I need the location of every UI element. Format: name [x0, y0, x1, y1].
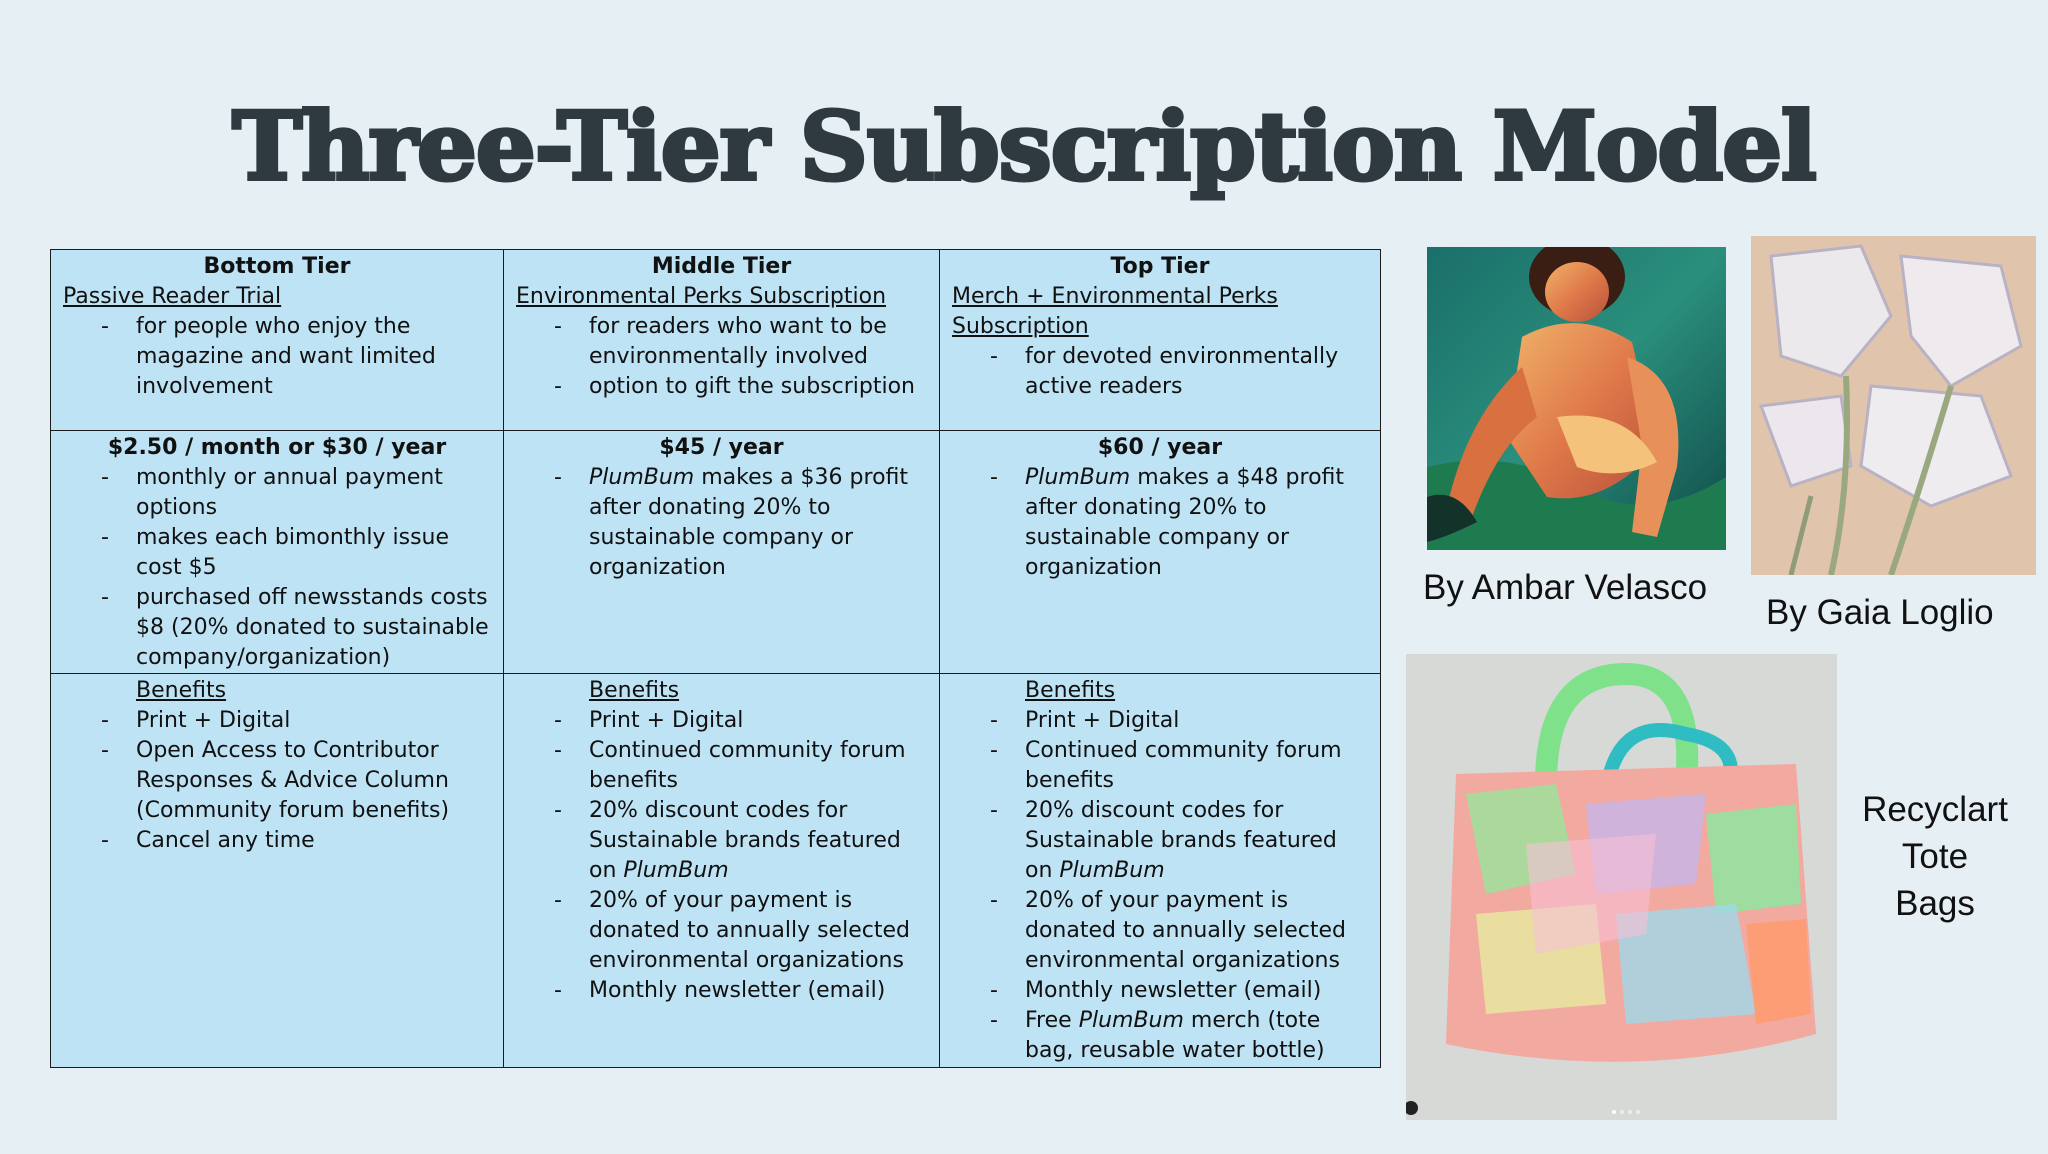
brand-name: PlumBum	[1025, 465, 1131, 490]
brand-name: PlumBum	[1078, 1008, 1184, 1033]
list-item: - for people who enjoy the magazine and want limited involvement	[63, 312, 491, 402]
list-item: - Print + Digital	[952, 706, 1368, 736]
list-item: - 20% of your payment is donated to annually selected environmental organizations	[952, 886, 1368, 976]
list-item: - makes each bimonthly issue cost $5	[63, 523, 491, 583]
price: $2.50 / month or $30 / year	[107, 435, 447, 460]
brand-name: PlumBum	[589, 465, 695, 490]
painting-image	[1427, 247, 1726, 550]
list-item: - Open Access to Contributor Responses & Advice Column (Community forum benefits)	[63, 736, 491, 826]
list-item: - Cancel any time	[63, 826, 491, 856]
benefits-list	[63, 706, 491, 856]
price: $45 / year	[659, 435, 784, 460]
table-row	[51, 431, 1381, 674]
benefit-text: Free	[1025, 1008, 1079, 1033]
benefits-label: Benefits	[1025, 678, 1116, 703]
list-item: - option to gift the subscription	[516, 372, 927, 402]
list-item: - for devoted environmentally active readers	[952, 342, 1368, 402]
table-row	[51, 250, 1381, 431]
list-item: - purchased off newsstands costs $8 (20% donated to sustainable company/organization)	[63, 583, 491, 673]
plan-name: Passive Reader Trial	[63, 284, 282, 309]
slide-title: Three-Tier Subscription Model	[232, 92, 1816, 202]
list-item: - Continued community forum benefits	[952, 736, 1368, 796]
list-item: - for readers who want to be environmentally involved	[516, 312, 927, 372]
audience-list	[952, 342, 1368, 402]
bottom-tier-benefits-cell	[51, 674, 504, 1068]
list-item: - Monthly newsletter (email)	[952, 976, 1368, 1006]
plan-name: Merch + Environmental Perks Subscription	[952, 284, 1278, 339]
tote-bag-image	[1406, 654, 1837, 1120]
price-notes	[63, 463, 491, 673]
tier-name: Middle Tier	[651, 254, 792, 279]
artwork-gaia-loglio	[1751, 236, 2036, 575]
tier-name: Bottom Tier	[203, 254, 351, 279]
benefits-label: Benefits	[136, 678, 227, 703]
benefit-text: 20% discount codes for Sustainable brands featured on	[589, 798, 901, 883]
note-text: makes a $48 profit after donating 20% to sustainable company or organization	[1025, 465, 1345, 580]
benefit-text: 20% discount codes for Sustainable brands featured on	[1025, 798, 1337, 883]
middle-tier-price-cell	[504, 431, 940, 674]
middle-tier-benefits-cell	[504, 674, 940, 1068]
caption-ambar-velasco: By Ambar Velasco	[1423, 568, 1708, 607]
tier-table	[50, 249, 1381, 1068]
bottom-tier-header-cell	[51, 250, 504, 431]
caption-tote-bags: Recyclart Tote Bags	[1862, 790, 2008, 923]
top-tier-price-cell	[940, 431, 1381, 674]
list-item: - Monthly newsletter (email)	[516, 976, 927, 1006]
list-item: - monthly or annual payment options	[63, 463, 491, 523]
tote-bag-photo	[1406, 654, 1837, 1120]
botanical-image	[1751, 236, 2036, 575]
note-text: makes a $36 profit after donating 20% to sustainable company or organization	[589, 465, 909, 580]
brand-name: PlumBum	[1059, 858, 1165, 883]
benefits-label: Benefits	[589, 678, 680, 703]
list-item: - Continued community forum benefits	[516, 736, 927, 796]
benefits-list	[952, 706, 1368, 1066]
list-item	[516, 463, 927, 583]
price: $60 / year	[1097, 435, 1223, 460]
table-row	[51, 674, 1381, 1068]
price-notes	[952, 463, 1368, 583]
tier-name: Top Tier	[1110, 254, 1210, 279]
list-item	[952, 1006, 1368, 1066]
list-item: - Print + Digital	[63, 706, 491, 736]
benefit-text: merch (tote bag, reusable water bottle)	[1025, 1008, 1325, 1063]
list-item	[952, 463, 1368, 583]
audience-list	[516, 312, 927, 402]
bottom-tier-price-cell	[51, 431, 504, 674]
audience-list	[63, 312, 491, 402]
list-item: - Print + Digital	[516, 706, 927, 736]
list-item	[952, 796, 1368, 886]
artwork-ambar-velasco	[1427, 247, 1726, 550]
brand-name: PlumBum	[623, 858, 729, 883]
benefits-list	[516, 706, 927, 1006]
plan-name: Environmental Perks Subscription	[516, 284, 887, 309]
list-item	[516, 796, 927, 886]
middle-tier-header-cell	[504, 250, 940, 431]
top-tier-benefits-cell	[940, 674, 1381, 1068]
list-item: - 20% of your payment is donated to annually selected environmental organizations	[516, 886, 927, 976]
price-notes	[516, 463, 927, 583]
caption-gaia-loglio: By Gaia Loglio	[1766, 593, 1994, 632]
top-tier-header-cell	[940, 250, 1381, 431]
